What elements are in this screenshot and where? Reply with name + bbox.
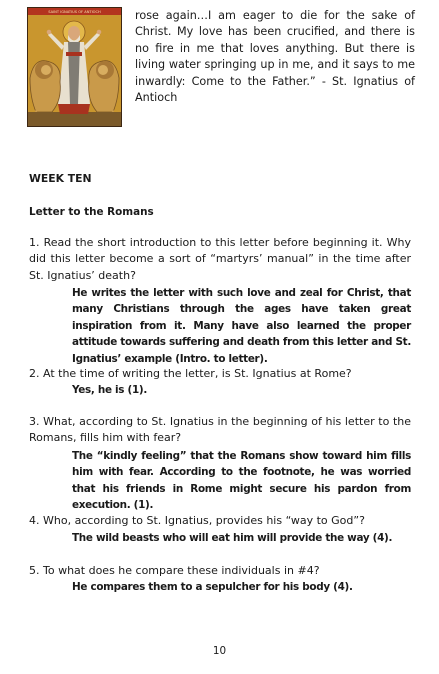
answer-5: He compares them to a sepulcher for his body (4). [72, 581, 353, 593]
question-2: 2. At the time of writing the letter, is St. Ignatius at Rome? [29, 367, 352, 380]
saint-quote: rose again…I am eager to die for the sake of Christ. My love has been crucified, and there is no fire in me that loves anything. But there is living water springing up in me, and it says to me inwardly: Come to the Father.” - St. Ignatius of Antioch [135, 9, 415, 105]
question-3: 3. What, according to St. Ignatius in the beginning of his letter to the Romans, fills him with fear? [29, 415, 411, 445]
question-5: 5. To what does he compare these individuals in #4? [29, 564, 320, 577]
saint-ignatius-icon-image [28, 8, 121, 126]
week-heading: WEEK TEN [29, 172, 92, 185]
answer-3: The “kindly feeling” that the Romans show toward him fills him with fear. According to the footnote, he was worried that his friends in Rome might secure his pardon from execution. (1). [72, 450, 411, 512]
page-number: 10 [212, 645, 227, 657]
icon-caption: SAINT IGNATIUS OF ANTIOCH [48, 10, 101, 15]
answer-1: He writes the letter with such love and zeal for Christ, that many Christians through the ages have taken great inspiration from it. Many have also learned the proper attitude towards suffering and death from this letter and St. Ignatius’ example (Intro. to letter). [72, 287, 411, 365]
section-heading: Letter to the Romans [29, 206, 154, 218]
question-4: 4. Who, according to St. Ignatius, provides his “way to God”? [29, 514, 365, 527]
answer-4: The wild beasts who will eat him will provide the way (4). [72, 532, 393, 544]
answer-2: Yes, he is (1). [72, 384, 147, 396]
question-1: 1. Read the short introduction to this letter before beginning it. Why did this letter become a sort of “martyrs’ manual” in the time after St. Ignatius’ death? [29, 236, 411, 282]
